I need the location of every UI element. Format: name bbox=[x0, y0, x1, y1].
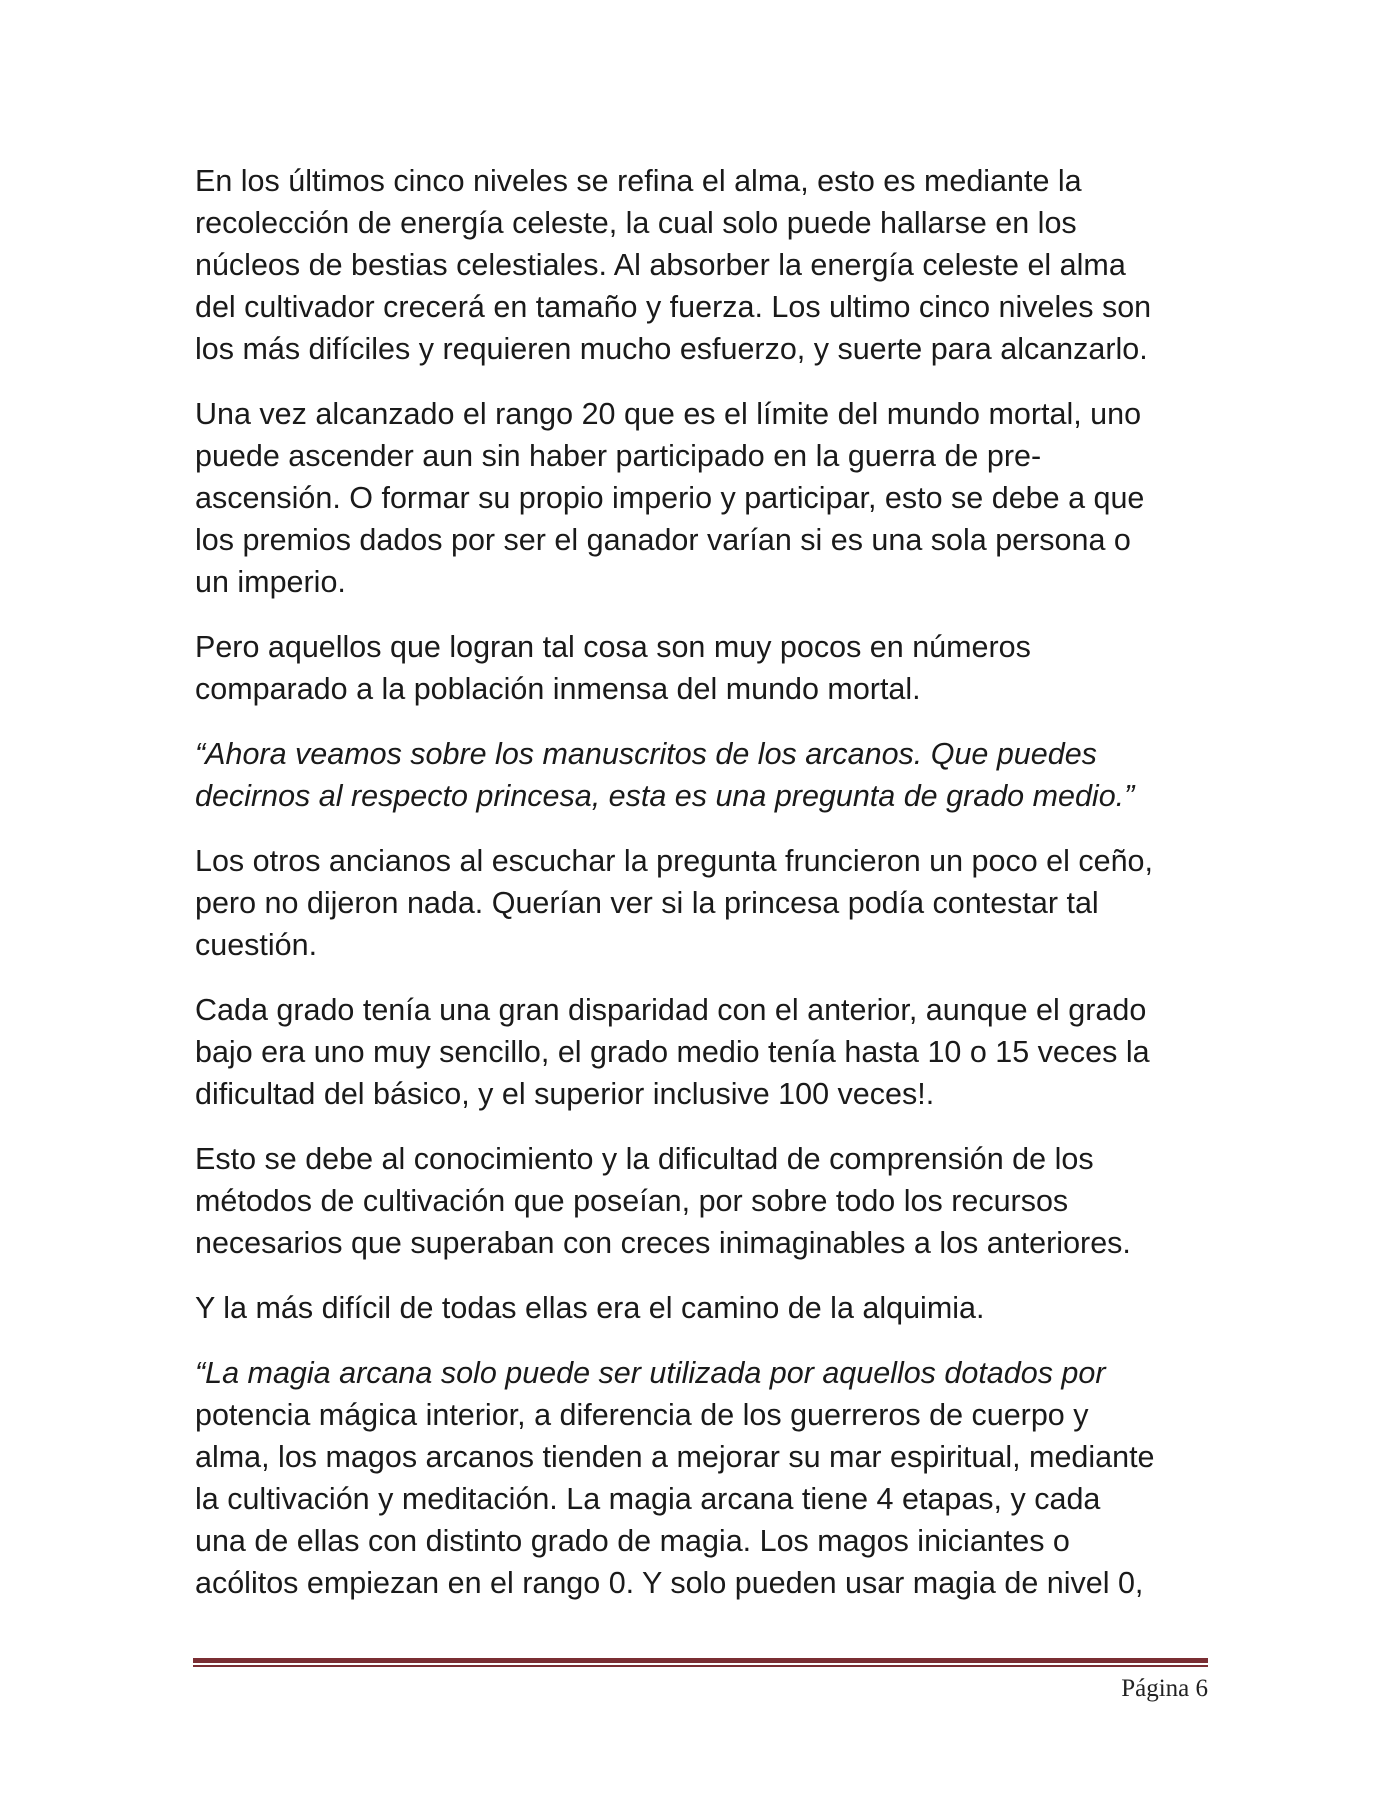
paragraph-elders-frown: Los otros ancianos al escuchar la pregunta fruncieron un poco el ceño, pero no dijeron nada. Querían ver si la princesa podía contestar tal cuestión. bbox=[195, 844, 1153, 962]
arcane-magic-quote-start: “La magia arcana solo puede ser utilizada por aquellos dotados por bbox=[195, 1356, 1106, 1390]
arcane-magic-text: potencia mágica interior, a diferencia de los guerreros de cuerpo y alma, los magos arcanos tienden a mejorar su mar espiritual, mediante la cultivación y meditación. La magia arcana tiene 4 etapas, y cada una de ellas con distinto grado de magia. Los magos iniciantes o acólitos empiezan en el rango 0. Y solo pueden usar magia de nivel 0, bbox=[195, 1398, 1155, 1600]
document-body bbox=[195, 160, 1215, 1627]
footer-rule-thin bbox=[193, 1665, 1208, 1667]
paragraph-alchemy: Y la más difícil de todas ellas era el camino de la alquimia. bbox=[195, 1291, 985, 1325]
paragraph-few-achieve: Pero aquellos que logran tal cosa son muy pocos en números comparado a la población inmensa del mundo mortal. bbox=[195, 630, 1031, 706]
paragraph-question-quote: “Ahora veamos sobre los manuscritos de los arcanos. Que puedes decirnos al respecto princesa, esta es una pregunta de grado medio.” bbox=[195, 737, 1135, 813]
paragraph-soul-refinement: En los últimos cinco niveles se refina el alma, esto es mediante la recolección de energía celeste, la cual solo puede hallarse en los núcleos de bestias celestiales. Al absorber la energía celeste el alma del cultivador crecerá en tamaño y fuerza. Los ultimo cinco niveles son los más difíciles y requieren mucho esfuerzo, y suerte para alcanzarlo. bbox=[195, 164, 1152, 366]
footer-rule bbox=[193, 1658, 1208, 1667]
paragraph-rank-20: Una vez alcanzado el rango 20 que es el límite del mundo mortal, uno puede ascender aun sin haber participado en la guerra de pre- ascensión. O formar su propio imperio y participar, esto se debe a que los premios dados por ser el ganador varían si es una sola persona o un imperio. bbox=[195, 397, 1145, 599]
paragraph-arcane-magic bbox=[195, 1352, 1215, 1604]
page-number: Página 6 bbox=[1121, 1675, 1208, 1702]
paragraph-knowledge: Esto se debe al conocimiento y la dificultad de comprensión de los métodos de cultivación que poseían, por sobre todo los recursos necesarios que superaban con creces inimaginables a los anteriores. bbox=[195, 1142, 1131, 1260]
paragraph-grade-disparity: Cada grado tenía una gran disparidad con el anterior, aunque el grado bajo era uno muy sencillo, el grado medio tenía hasta 10 o 15 veces la dificultad del básico, y el superior inclusive 100 veces!. bbox=[195, 993, 1150, 1111]
footer-rule-thick bbox=[193, 1658, 1208, 1663]
